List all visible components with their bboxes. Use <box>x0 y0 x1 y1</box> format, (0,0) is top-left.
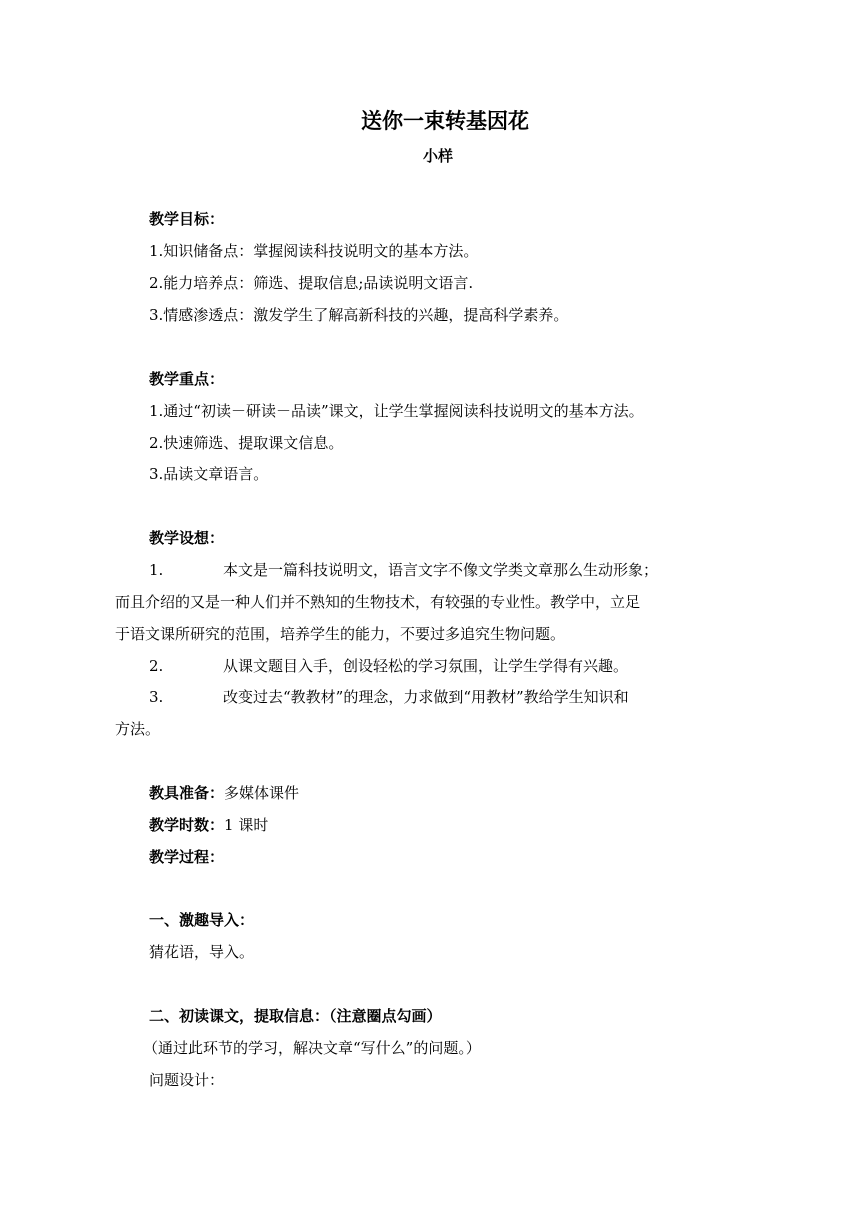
key-point-item-3: 3.品读文章语言。 <box>149 465 269 483</box>
document-author: 小样 <box>422 147 453 165</box>
design-paragraph-3-number: 3. <box>149 688 164 706</box>
design-paragraph-3-text: 改变过去“教教材”的理念，力求做到“用教材”教给学生知识和 <box>223 688 629 706</box>
design-paragraph-2 <box>149 655 628 677</box>
design-paragraph-1-text: 本文是一篇科技说明文，语言文字不像文学类文章那么生动形象； <box>223 561 659 579</box>
design-paragraph-1-first-line <box>149 559 658 581</box>
objective-item-2: 2.能力培养点：筛选、提取信息;品读说明文语言. <box>149 274 474 292</box>
process-heading: 教学过程： <box>149 848 225 866</box>
key-point-item-2: 2.快速筛选、提取课文信息。 <box>149 434 344 452</box>
design-paragraph-2-number: 2. <box>149 657 164 675</box>
design-paragraph-3-first-line <box>149 686 629 708</box>
design-paragraph-3-line-2: 方法。 <box>115 720 161 738</box>
hours-value: 1 课时 <box>224 816 269 834</box>
hours-label: 教学时数： <box>149 816 225 834</box>
key-point-item-1: 1.通过“初读－研读－品读”课文，让学生掌握阅读科技说明文的基本方法。 <box>149 402 644 420</box>
tools-label: 教具准备： <box>149 784 225 802</box>
section-1-text: 猜花语，导入。 <box>149 943 255 961</box>
tools-row <box>149 782 299 804</box>
design-paragraph-1-number: 1. <box>149 561 164 579</box>
section-2-heading: 二、初读课文，提取信息：（注意圈点勾画） <box>149 1007 442 1025</box>
objective-item-3: 3.情感渗透点：激发学生了解高新科技的兴趣，提高科学素养。 <box>149 306 569 324</box>
design-paragraph-2-text: 从课文题目入手，创设轻松的学习氛围，让学生学得有兴趣。 <box>223 657 629 675</box>
key-points-heading: 教学重点： <box>149 370 225 388</box>
section-1-heading: 一、激趣导入： <box>149 911 255 929</box>
tools-value: 多媒体课件 <box>224 784 300 802</box>
objective-item-1: 1.知识储备点：掌握阅读科技说明文的基本方法。 <box>149 242 479 260</box>
section-2-note: （通过此环节的学习，解决文章“写什么”的问题。） <box>143 1039 481 1057</box>
hours-row <box>149 814 268 836</box>
document-title: 送你一束转基因花 <box>361 109 529 133</box>
design-heading: 教学设想： <box>149 529 225 547</box>
section-2-text: 问题设计： <box>149 1071 225 1089</box>
objectives-heading: 教学目标： <box>149 210 225 228</box>
design-paragraph-1-line-2: 而且介绍的又是一种人们并不熟知的生物技术，有较强的专业性。教学中，立足 <box>115 593 641 611</box>
design-paragraph-1-line-3: 于语文课所研究的范围，培养学生的能力，不要过多追究生物问题。 <box>115 625 566 643</box>
